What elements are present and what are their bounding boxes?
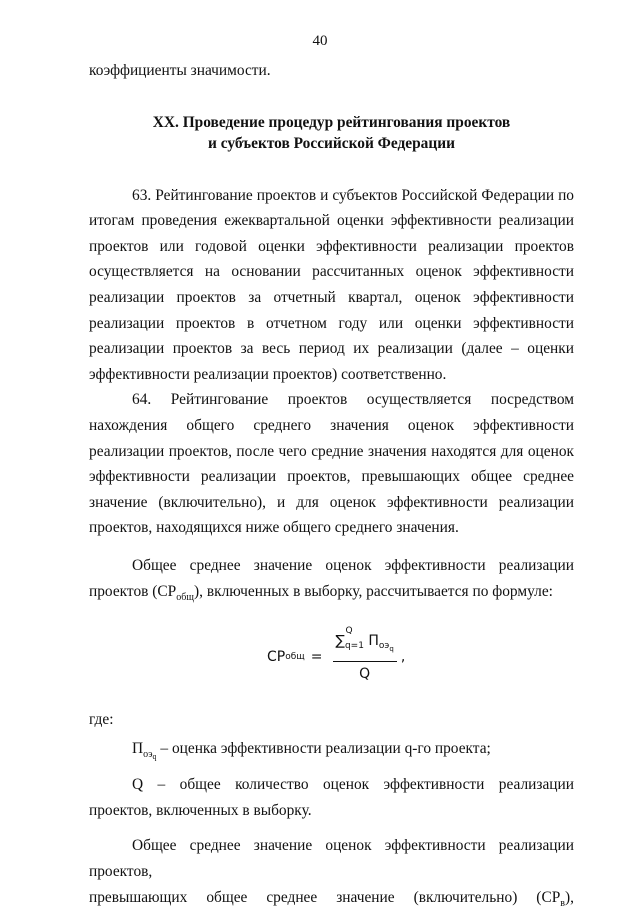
- paragraph-formula-intro: Общее среднее значение оценок эффективности реализации проектов $(СР_{общ})$, включенных в выборку, рассчитывается по формуле:: [89, 556, 574, 603]
- formula-intro-line-2: ), включенных в выборку, рассчитывается по формуле:: [194, 582, 553, 600]
- formula-block: [89, 623, 574, 701]
- page-number: 40: [312, 33, 328, 49]
- formula-sum-sup: Q: [345, 626, 353, 637]
- formula: [267, 626, 406, 684]
- last-cp-sub: в: [560, 897, 565, 909]
- last-word-4: значение: [336, 888, 395, 906]
- formula-lhs-symbol: СР: [267, 648, 286, 665]
- last-word-5: (включительно): [413, 888, 518, 906]
- paragraph-last-line-2: [89, 885, 574, 916]
- formula-term-sub: оэ: [378, 641, 390, 652]
- section-heading-line-1: XX. Проведение процедур рейтингования проектов: [152, 113, 511, 131]
- formula-lhs: [267, 645, 305, 671]
- definition-p-oe-sub: оэ: [143, 748, 153, 760]
- definition-q: Q – общее количество оценок эффективности реализации проектов, включенных в выборку.: [89, 776, 574, 819]
- formula-term: П: [368, 633, 379, 650]
- last-word-1: превышающих: [89, 888, 188, 906]
- paragraph-63: 63. Рейтингование проектов и субъектов Российской Федерации по итогам проведения ежеквартальной оценки эффективности реализации проектов или годовой оценки эффективности реализации проектов осуществляется на основании рассчитанных оценок эффективности реализации проектов за отчетный квартал, оценок эффективности реализации проектов в отчетном году или оценки эффективности реализации проектов за весь период их реализации (далее – оценки эффективности реализации проектов) соответственно.: [89, 186, 574, 383]
- last-word-2: общее: [206, 888, 248, 906]
- formula-sum-sub: q=1: [344, 641, 364, 652]
- formula-numerator: [333, 626, 397, 662]
- section-heading-line-2: и субъектов Российской Федерации: [208, 134, 455, 152]
- formula-intro-cp-sub: общ: [176, 591, 195, 603]
- definition-p-oe-sub2: q: [152, 751, 157, 761]
- formula-sum: [335, 626, 353, 651]
- formula-sum-symbol: ∑: [335, 633, 345, 650]
- where-label: где:: [89, 711, 114, 729]
- paragraph-last-line-1: Общее среднее значение оценок эффективности реализации проектов,: [89, 837, 574, 881]
- formula-fraction: [333, 626, 397, 684]
- formula-lhs-sub: общ: [285, 651, 305, 662]
- paragraph-64: 64. Рейтингование проектов осуществляется посредством нахождения общего среднего значения оценок эффективности реализации проектов, после чего средние значения находятся для оценок эффективности реализации проектов, превышающих общее среднее значение (включительно), и для оценок эффективности реализации проектов, находящихся ниже общего среднего значения.: [89, 391, 574, 537]
- formula-term-sub2: q: [389, 645, 394, 654]
- definition-p-oe: [89, 736, 574, 770]
- document-body: [89, 58, 574, 916]
- definition-p-oe-symbol: П: [132, 739, 144, 757]
- last-cp: $(СР_в)$,: [536, 888, 574, 909]
- formula-equals: =: [310, 648, 323, 665]
- formula-intro-cp: СР: [157, 582, 177, 600]
- formula-trailing: ,: [400, 648, 406, 665]
- formula-denominator: Q: [359, 666, 371, 683]
- formula-intro-line-1: Общее среднее значение оценок эффективности реализации проектов: [89, 556, 574, 600]
- last-cp-symbol: СР: [541, 888, 561, 906]
- definition-p-oe-text: – оценка эффективности реализации q-го проекта;: [156, 739, 491, 757]
- last-cp-tail: ),: [565, 888, 574, 906]
- lead-text: коэффициенты значимости.: [89, 62, 271, 79]
- section-heading: [89, 112, 574, 154]
- last-word-3: среднее: [266, 888, 318, 906]
